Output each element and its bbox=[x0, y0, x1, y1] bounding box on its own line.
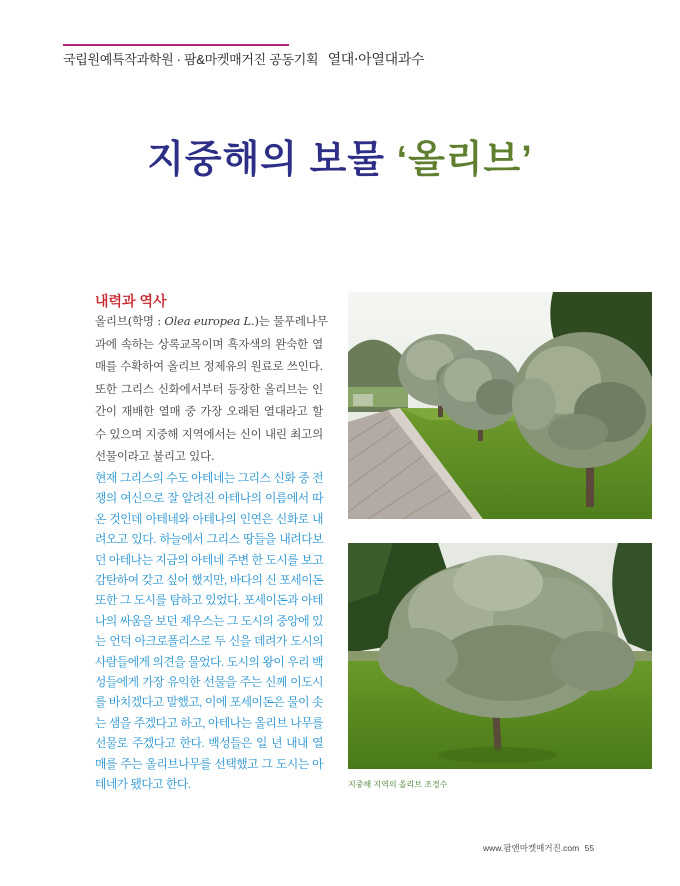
article-title bbox=[0, 128, 680, 183]
footer-site: www.팜앤마켓매거진.com bbox=[483, 843, 580, 853]
paragraph-line: 를 바치겠다고 말했고, 이에 포세이돈은 물이 솟 bbox=[95, 695, 323, 710]
paragraph-line: 는 언덕 아크로폴리스로 두 신을 데려가 도시의 bbox=[95, 634, 323, 649]
paragraph-line: 온 것인데 아테네와 아테나의 인연은 신화로 내 bbox=[95, 511, 323, 526]
paragraph-line: 나의 싸움을 보던 제우스는 그 도시의 중앙에 있 bbox=[95, 613, 323, 628]
myth-paragraph bbox=[95, 468, 323, 795]
olive-walkway-photo bbox=[348, 292, 652, 519]
section-heading: 내력과 역사 bbox=[95, 293, 167, 309]
header-rule bbox=[63, 44, 289, 46]
page-footer bbox=[483, 842, 594, 854]
paragraph-line: 또한 그리스 신화에서부터 등장한 올리브는 인 bbox=[95, 381, 323, 396]
paragraph-line: 선물로 주겠다고 한다. 백성들은 일 년 내내 열 bbox=[95, 736, 323, 751]
paragraph-line: 과에 속하는 상록교목이며 흑자색의 완숙한 열 bbox=[95, 336, 323, 351]
paragraph-line: 테네가 됐다고 한다. bbox=[95, 777, 191, 792]
paragraph-line: 올리브(학명 : Olea europea L.)는 물푸레나무 bbox=[95, 314, 328, 328]
paragraph-line: 수 있으며 지중해 지역에서는 신이 내린 최고의 bbox=[95, 426, 324, 441]
page-number: 55 bbox=[584, 843, 595, 853]
paragraph-line: 매를 주는 올리브나무를 선택했고 그 도시는 아 bbox=[95, 756, 323, 771]
paragraph-line: 선물이라고 불리고 있다. bbox=[95, 449, 215, 463]
paragraph-line: 또한 그 도시를 탐하고 있었다. 포세이돈과 아테 bbox=[95, 593, 323, 608]
paragraph-line: 현재 그리스의 수도 아테네는 그리스 신화 중 전 bbox=[95, 471, 323, 485]
page-header bbox=[63, 49, 424, 69]
paragraph-line: 는 샘을 주겠다고 하고, 아테나는 올리브 나무를 bbox=[95, 715, 323, 730]
photo-caption: 지중해 지역의 올리브 조경수 bbox=[348, 780, 448, 789]
intro-paragraph bbox=[95, 310, 328, 468]
paragraph-line: 려오고 있다. 하늘에서 그리스 땅들을 내려다보 bbox=[95, 532, 323, 547]
paragraph-line: 쟁의 여신으로 잘 알려진 아테나의 이름에서 따 bbox=[95, 491, 323, 506]
latin-name: Olea europea L. bbox=[164, 314, 255, 328]
header-series: 열대·아열대과수 bbox=[327, 52, 425, 68]
title-highlight: ‘올리브’ bbox=[396, 139, 533, 181]
paragraph-line: 던 아테나는 지금의 아테네 주변 한 도시를 보고 bbox=[95, 552, 323, 567]
paragraph-line: 간이 재배한 열매 중 가장 오래된 열대라고 할 bbox=[95, 404, 323, 418]
paragraph-line: 매를 수확하여 올리브 정제유의 원료로 쓰인다. bbox=[95, 359, 324, 373]
paragraph-line: 사람들에게 의견을 물었다. 도시의 왕이 우리 백 bbox=[95, 654, 323, 669]
olive-tree-photo bbox=[348, 543, 652, 769]
paragraph-line: 감탄하여 갖고 싶어 했지만, 바다의 신 포세이돈 bbox=[95, 573, 323, 588]
title-main: 지중해의 보물 bbox=[147, 139, 385, 181]
paragraph-line: 성들에게 가장 유익한 선물을 주는 신께 이도시 bbox=[95, 675, 323, 690]
header-org: 국립원예특작과학원 · 팜&마켓매거진 공동기획 bbox=[63, 52, 319, 67]
